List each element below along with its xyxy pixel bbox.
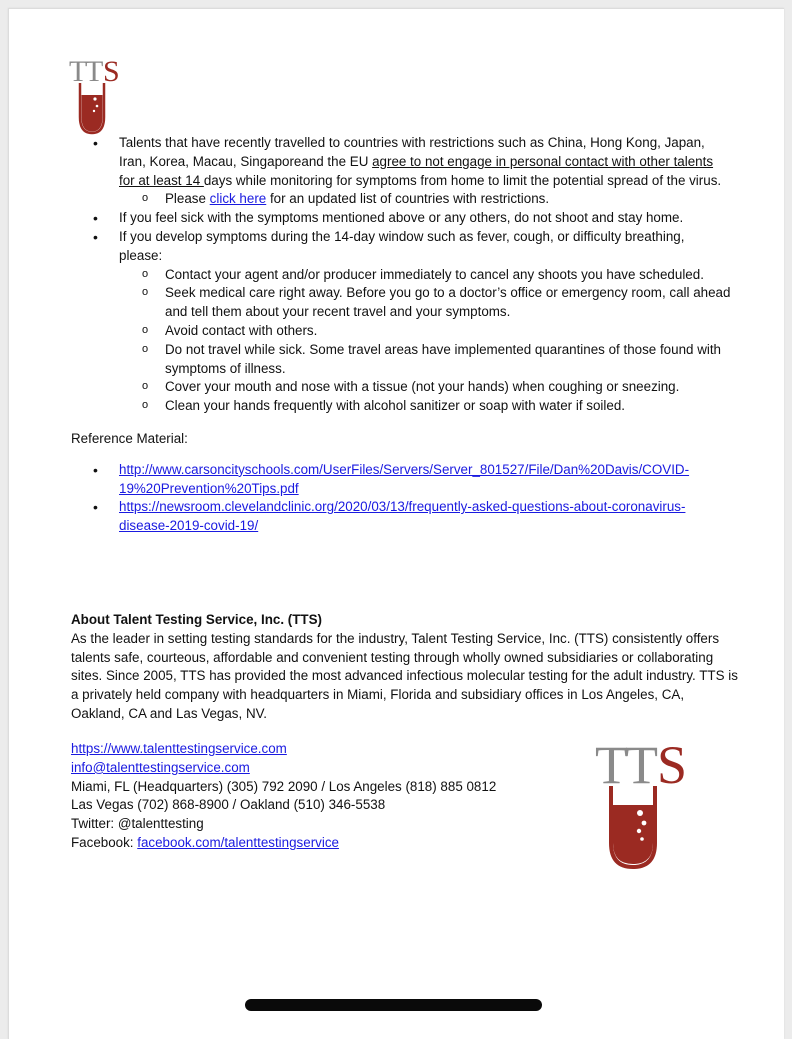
about-heading: About Talent Testing Service, Inc. (TTS) [71, 612, 322, 627]
svg-text:T: T [625, 735, 658, 795]
sub-list-item: o Seek medical care right away. Before you go to a doctor’s office or emergency room, call ahead and tell them about your recent travel and your symptoms. [119, 284, 731, 322]
svg-text:S: S [103, 55, 120, 88]
guidelines-section [71, 134, 731, 536]
symptoms-sub-list [119, 266, 731, 416]
contact-block [71, 740, 496, 853]
list-item: • Talents that have recently travelled to countries with restrictions such as China, Hong Kong, Japan, Iran, Korea, Macau, Singaporeand the EU agree to not engage in personal contact with other talents for at least 14 days while monitoring for symptoms from home to limit the potential spread of the virus. o Please click here for an updated list of countries with restrictions. [71, 134, 731, 209]
phone-line-2: Las Vegas (702) 868-8900 / Oakland (510) 346-5538 [71, 797, 386, 813]
sub-list-item: o Please click here for an updated list of countries with restrictions. [119, 190, 731, 209]
sub-list-item: o Do not travel while sick. Some travel areas have implemented quarantines of those found with symptoms of illness. [119, 341, 731, 379]
sub-list-item: o Cover your mouth and nose with a tissue (not your hands) when coughing or sneezing. [119, 378, 731, 397]
svg-text:T: T [69, 55, 88, 88]
underlined-text: agree to not engage in personal contact with other talents for at least 14 [119, 153, 714, 188]
reference-item [71, 498, 731, 536]
twitter-handle: Twitter: @talenttesting [71, 816, 204, 832]
sub-list-item: o Avoid contact with others. [119, 322, 731, 341]
tts-logo-large [595, 731, 695, 871]
svg-text:T: T [85, 55, 104, 88]
phone-line-1: Miami, FL (Headquarters) (305) 792 2090 / Los Angeles (818) 885 0812 [71, 778, 497, 794]
about-body: As the leader in setting testing standards for the industry, Talent Testing Service, Inc. (TTS) consistently offers talents safe, courteous, affordable and convenient testing through wholly owned subsidiaries or collaborating sites. Since 2005, TTS has provided the most advanced infectious molecular testing for the adult industry. TTS is a privately held company with headquarters in Miami, Florida and subsidiary offices in Los Angeles, CA, Oakland, CA and Las Vegas, NV. [71, 630, 738, 721]
guidelines-list [71, 134, 731, 416]
reference-link-cleveland[interactable]: https://newsroom.clevelandclinic.org/2020/03/13/frequently-asked-questions-about-coronavirus-disease-2019-covid-19/ [119, 499, 686, 534]
tts-logo-small [67, 51, 125, 137]
list-item: • If you develop symptoms during the 14-day window such as fever, cough, or difficulty breathing, please: o Contact your agent and/or producer immediately to cancel any shoots you have scheduled. o Seek medical care right away. Before you go to a doctor’s office or emergency room, call ahead and tell them about your recent travel and your symptoms. o Avoid contact with others. o Do not travel while sick. Some travel areas have implemented quarantines of those found with symptoms of illness. o Cover your mouth and nose with a tissue (not your hands) when coughing or sneezing. o Clean your hands frequently with alcohol sanitizer or soap with water if soiled. [71, 228, 731, 416]
tts-logo-mark [69, 55, 120, 133]
list-item: • If you feel sick with the symptoms mentioned above or any others, do not shoot and stay home. [71, 209, 731, 228]
reference-list [71, 461, 731, 536]
facebook-line: Facebook: facebook.com/talenttestingservice [71, 834, 339, 850]
reference-item [71, 461, 731, 499]
svg-text:T: T [595, 735, 628, 795]
website-link[interactable]: https://www.talenttestingservice.com [71, 741, 287, 756]
reference-link-carson[interactable]: http://www.carsoncityschools.com/UserFiles/Servers/Server_801527/File/Dan%20Davis/COVID-19%20Prevention%20Tips.pdf [119, 461, 690, 496]
svg-text:S: S [657, 735, 688, 795]
sub-list-item: o Contact your agent and/or producer immediately to cancel any shoots you have scheduled. [119, 266, 731, 285]
click-here-link[interactable]: click here [209, 191, 267, 207]
about-section [71, 611, 741, 724]
tts-logo-mark [595, 735, 687, 867]
sub-list [119, 190, 731, 209]
reference-label: Reference Material: [71, 430, 188, 446]
email-link[interactable]: info@talenttestingservice.com [71, 759, 250, 775]
document-page [8, 8, 784, 1039]
sub-list-item: o Clean your hands frequently with alcohol sanitizer or soap with water if soiled. [119, 397, 731, 416]
home-indicator[interactable] [245, 999, 542, 1011]
facebook-link[interactable]: facebook.com/talenttestingservice [137, 834, 339, 850]
